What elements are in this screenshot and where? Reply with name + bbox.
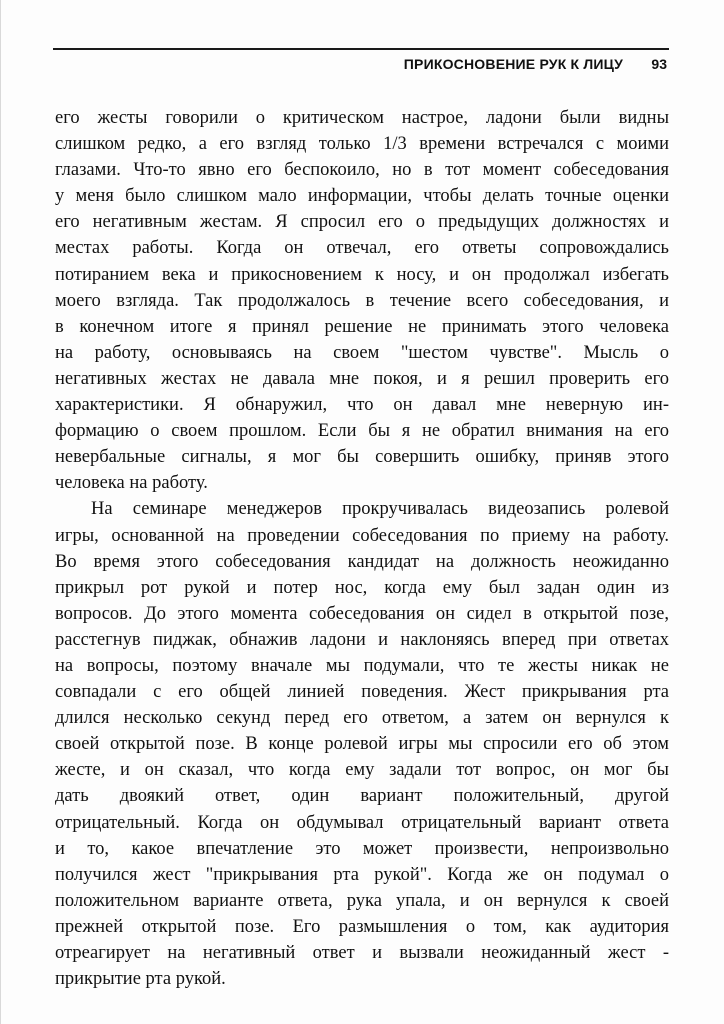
text-line: моего взгляда. Так продолжалось в течение всего собеседования, и [55, 290, 669, 311]
text-line: глазами. Что-то явно его беспокоило, но в тот момент собеседования [55, 160, 669, 181]
text-line: игры, основанной на проведении собеседования по приему на работу. [55, 525, 669, 546]
text-line: характеристики. Я обнаружил, что он давал мне неверную ин- [55, 395, 669, 416]
text-line: получился жест "прикрывания рта рукой". Когда же он подумал о [55, 864, 669, 885]
page-number: 93 [651, 56, 667, 72]
text-line: на работу, основываясь на своем "шестом чувстве". Мысль о [55, 342, 669, 363]
text-line: слишком редко, а его взгляд только 1/3 времени встречался с моими [55, 134, 669, 155]
text-line: жесте, и он сказал, что когда ему задали тот вопрос, он мог бы [55, 760, 669, 781]
text-line: длился несколько секунд перед его ответом, а затем он вернулся к [55, 708, 669, 729]
text-line: вопросов. До этого момента собеседования он сидел в открытой позе, [55, 603, 669, 624]
text-line: прежней открытой позе. Его размышления о том, как аудитория [55, 916, 669, 937]
text-line: положительном варианте ответа, рука упала, и он вернулся к своей [55, 890, 669, 911]
text-line: и то, какое впечатление это может произвести, непроизвольно [55, 838, 669, 859]
text-line: На семинаре менеджеров прокручивалась видеозапись ролевой [91, 499, 669, 520]
text-line: человека на работу. [55, 473, 208, 494]
text-line: отрицательный. Когда он обдумывал отрицательный вариант ответа [55, 812, 669, 833]
text-line: прикрыл рот рукой и потер нос, когда ему был задан один из [55, 577, 669, 598]
text-line: дать двоякий ответ, один вариант положительный, другой [55, 786, 669, 807]
text-line: его негативным жестам. Я спросил его о предыдущих должностях и [55, 212, 669, 233]
text-line: его жесты говорили о критическом настрое, ладони были видны [55, 108, 669, 128]
text-line: в конечном итоге я принял решение не принимать этого человека [55, 316, 669, 337]
body-text [55, 105, 669, 992]
text-line: своей открытой позе. В конце ролевой игры мы спросили его об этом [55, 734, 669, 755]
text-line: на вопросы, поэтому вначале мы подумали, что те жесты никак не [55, 655, 669, 676]
text-line: местах работы. Когда он отвечал, его ответы сопровождались [55, 238, 669, 259]
text-line: невербальные сигналы, я мог бы совершить ошибку, приняв этого [55, 447, 669, 468]
text-line: отреагирует на негативный ответ и вызвали неожиданный жест - [55, 943, 669, 963]
text-line: потиранием века и прикосновением к носу, и он продолжал избегать [55, 264, 669, 285]
text-line: Во время этого собеседования кандидат на должность неожиданно [55, 551, 669, 572]
text-line: совпадали с его общей линией поведения. Жест прикрывания рта [55, 682, 669, 703]
text-line: расстегнув пиджак, обнажив ладони и наклоняясь вперед при ответах [55, 629, 669, 650]
text-line: негативных жестах не давала мне покоя, и я решил проверить его [55, 368, 669, 389]
running-header [53, 48, 669, 74]
text-line: прикрытие рта рукой. [55, 969, 226, 990]
text-line: у меня было слишком мало информации, чтобы делать точные оценки [55, 186, 669, 207]
chapter-title: ПРИКОСНОВЕНИЕ РУК К ЛИЦУ [403, 56, 623, 72]
text-line: формацию о своем прошлом. Если бы я не обратил внимания на его [55, 421, 669, 442]
